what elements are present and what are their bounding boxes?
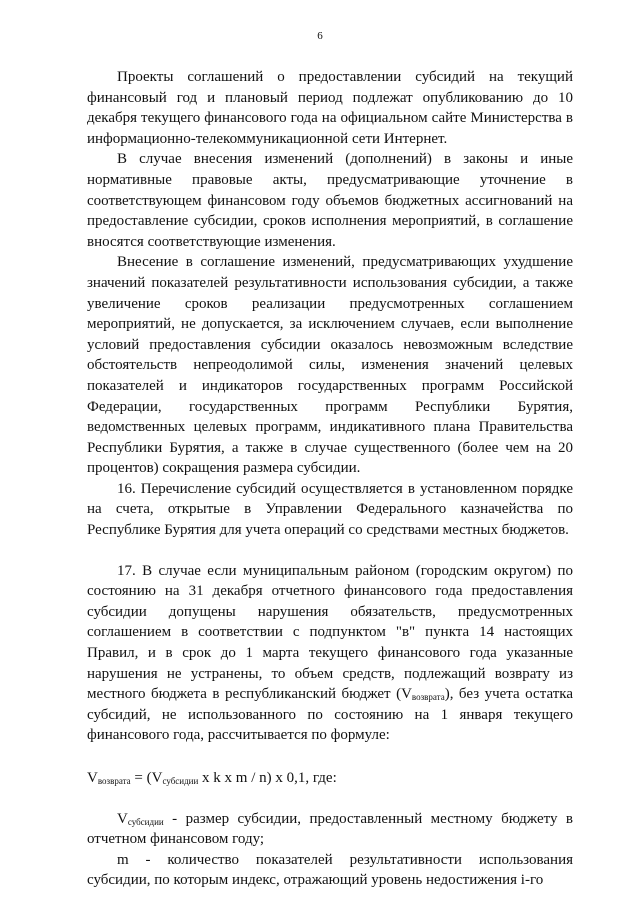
paragraph-16-transfer: 16. Перечисление субсидий осуществляется в установленном порядке на счета, открытые в Управлении Федерального казначейства по Республике Бурятия для учета операций со средствами местных бюджетов. <box>87 480 573 539</box>
definition-sub-subsidii: субсидии <box>127 816 164 827</box>
subscript-vozvrata: возврата <box>411 692 445 703</box>
formula-sub-subsidii: субсидии <box>162 776 199 786</box>
definition-m: m - количество показателей результативности использования субсидии, по которым индекс, отражающий уровень недостижения i-го <box>87 851 573 889</box>
definition-v-subsidii <box>87 809 573 850</box>
definition-v-text: - размер субсидии, предоставленный местному бюджету в отчетном финансовом году; <box>87 810 573 848</box>
spacer <box>87 541 573 561</box>
document-body <box>87 67 573 891</box>
paragraph-17-text-start: 17. В случае если муниципальным районом (городским округом) по состоянию на 31 декабря отчетного финансового года предоставления субсидии допущены нарушения обязательств, предусмотренных соглашением в соответствии с подпунктом "в" пункта 14 настоящих Правил, и в срок до 1 марта текущего финансового года указанные нарушения не устранены, то объем средств, подлежащий возврату из местного бюджета в республиканский бюджет (V <box>87 562 573 703</box>
page-number: 6 <box>317 30 323 42</box>
paragraph-law-changes: В случае внесения изменений (дополнений) в законы и иные нормативные правовые акты, предусматривающие уточнение в соответствующем финансовом году объемов бюджетных ассигнований на предоставление субсидии, сроков исполнения мероприятий, в соглашение вносятся соответствующие изменения. <box>87 151 573 250</box>
paragraph-17-return <box>87 561 573 746</box>
paragraph-publication: Проекты соглашений о предоставлении субсидий на текущий финансовый год и плановый период подлежат опубликованию до 10 декабря текущего финансового года на официальном сайте Министерства в информационно-телекоммуникационной сети Интернет. <box>87 69 573 147</box>
formula-mid: = (V <box>130 770 163 786</box>
formula-sub-vozvrata: возврата <box>97 776 131 786</box>
paragraph-agreement-changes: Внесение в соглашение изменений, предусматривающих ухудшение значений показателей результативности использования субсидии, а также увеличение сроков реализации предусмотренных соглашением мероприятий, не допускается, за исключением случаев, если выполнение условий предоставления субсидии оказалось невозможным вследствие обстоятельств непреодолимой силы, изменения значений целевых показателей и индикаторов государственных программ Российской Федерации, государственных программ Республики Бурятия, ведомственных целевых программ, индикативного плана Правительства Республики Бурятия, а также в случае существенного (более чем на 20 процентов) сокращения размера субсидии. <box>87 254 573 477</box>
formula-v: V <box>87 770 98 786</box>
paragraph-17-text-end: ), без учета остатка субсидий, не использованного по состоянию на 1 января текущего финансового года, рассчитывается по формуле: <box>87 686 573 744</box>
formula-rest: x k x m / n) x 0,1, где: <box>198 770 337 786</box>
definition-v: V <box>117 810 128 827</box>
formula <box>87 768 573 789</box>
